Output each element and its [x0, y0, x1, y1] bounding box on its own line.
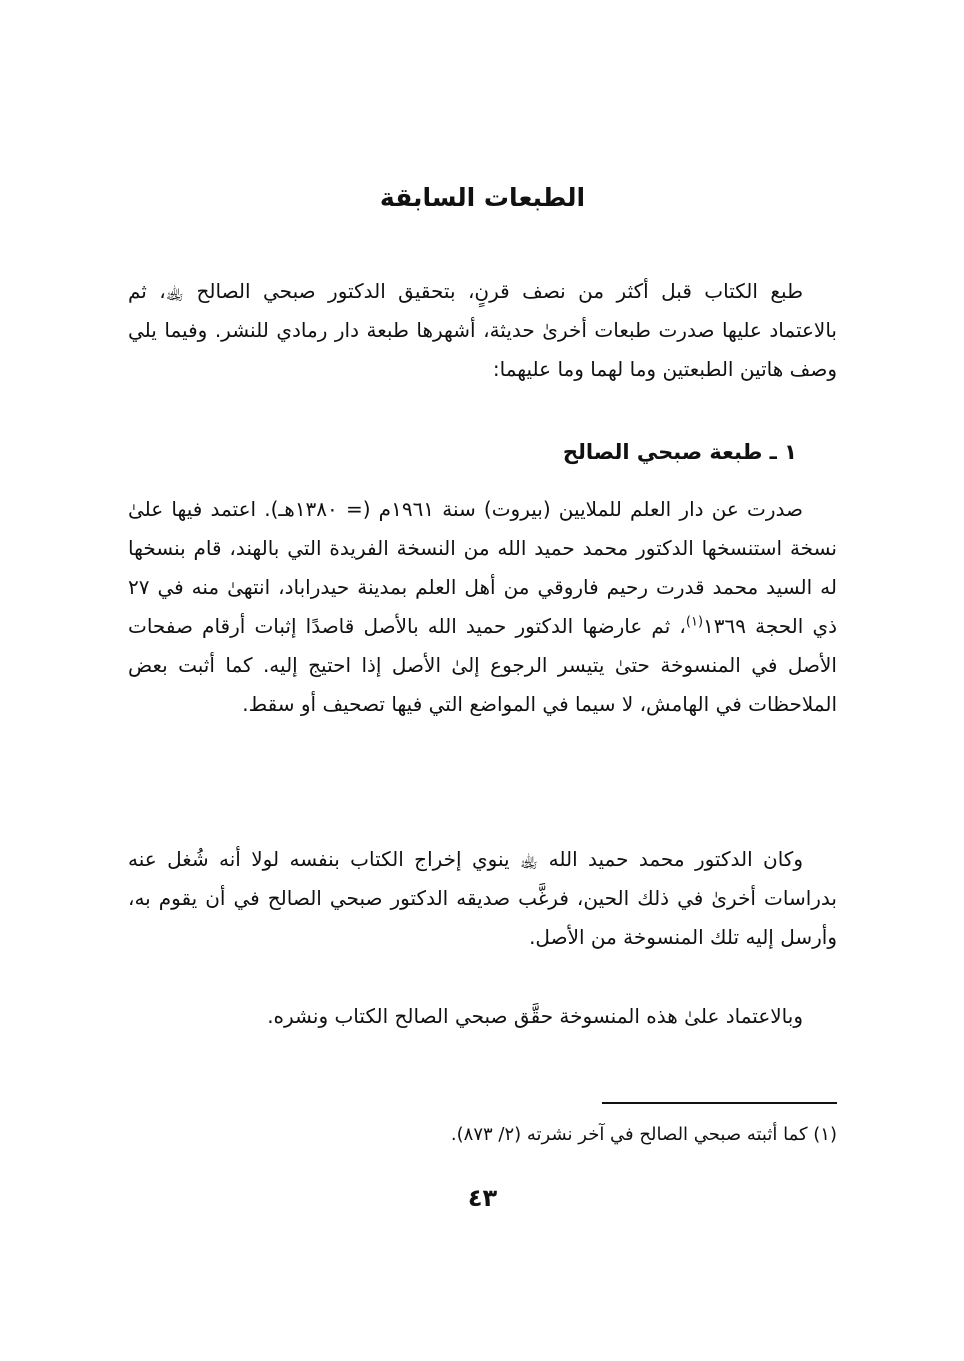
paragraph-text-end: ، ثم عارضها الدكتور حميد الله بالأصل قاصدًا إثبات أرقام صفحات الأصل في المنسوخة حتىٰ يتيسر الرجوع إلىٰ الأصل إذا احتيج إليه. كما أثبت بعض الملاحظات في الهامش، لا سيما في المواضع التي فيها تصحيف أو سقط. [128, 614, 837, 716]
section-heading: ١ ـ طبعة صبحي الصالح [562, 440, 797, 464]
paragraph-text-start: صدرت عن دار العلم للملايين (بيروت) سنة ١٩٦١م (= ١٣٨٠هـ). اعتمد فيها علىٰ نسخة استنسخها الدكتور محمد حميد الله من النسخة الفريدة التي بالهند، قام بنسخها له السيد محمد قدرت رحيم فاروقي من أهل العلم بمدينة حيدراباد، انتهىٰ منه في ٢٧ ذي الحجة ١٣٦٩ [128, 497, 838, 638]
intro-paragraph: طبع الكتاب قبل أكثر من نصف قرنٍ، بتحقيق الدكتور صبحي الصالح ﵀، ثم بالاعتماد عليها صدرت طبعات أخرىٰ حديثة، أشهرها طبعة دار رمادي للنشر. وفيما يلي وصف هاتين الطبعتين وما لهما وما عليهما: [128, 279, 837, 381]
section-paragraph [128, 490, 837, 724]
hamidullah-paragraph: وكان الدكتور محمد حميد الله ﵀ ينوي إخراج الكتاب بنفسه لولا أنه شُغل عنه بدراسات أخرىٰ في ذلك الحين، فرغَّب صديقه الدكتور صبحي الصالح في أن يقوم به، وأرسل إليه تلك المنسوخة من الأصل. [128, 847, 837, 949]
footnote-divider [602, 1102, 837, 1104]
footnote-reference: (١) [685, 614, 704, 630]
document-page [128, 0, 837, 1361]
closing-paragraph: وبالاعتماد علىٰ هذه المنسوخة حقَّق صبحي الصالح الكتاب ونشره. [267, 1004, 803, 1028]
page-title: الطبعات السابقة [379, 183, 586, 212]
page-number: ٤٣ [467, 1184, 498, 1212]
footnote: (١) كما أثبته صبحي الصالح في آخر نشرته (٢/ ٨٧٣). [450, 1124, 837, 1145]
